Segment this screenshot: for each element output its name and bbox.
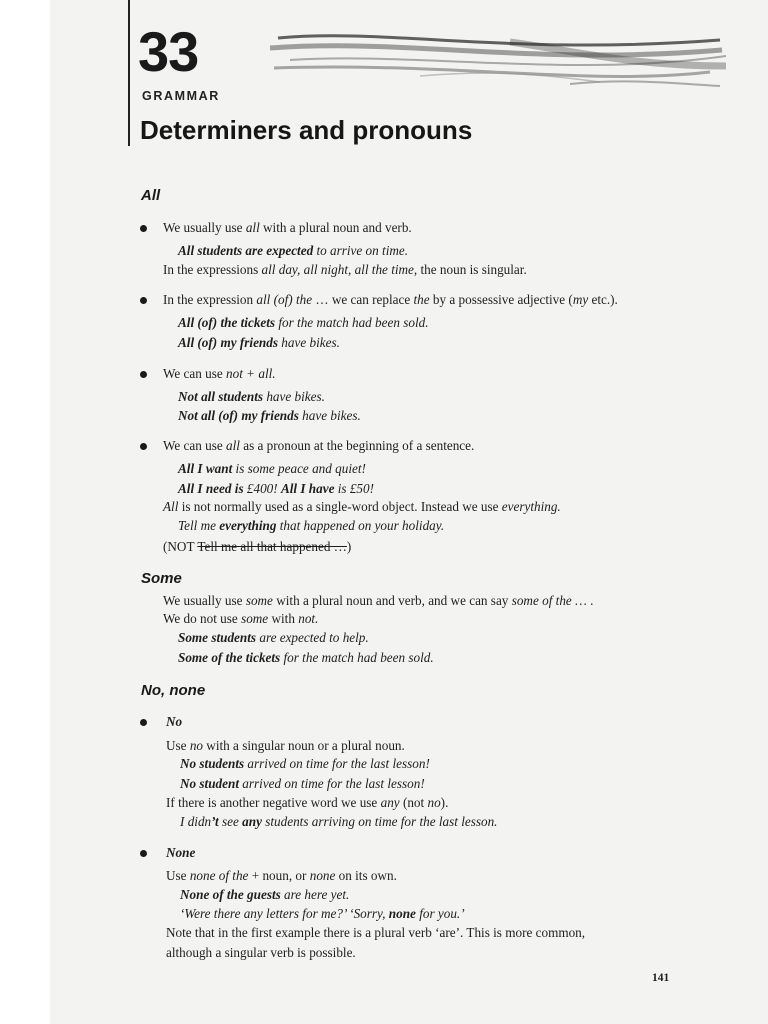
rule-line: In the expression all (of) the … we can replace the by a possessive adjective (my etc.). — [163, 292, 618, 307]
note-line: All is not normally used as a single-word object. Instead we use everything. — [163, 499, 561, 514]
example-line: ‘Were there any letters for me?’ ‘Sorry, none for you.’ — [180, 906, 465, 921]
unit-number: 33 — [138, 20, 199, 83]
example-line: Some students are expected to help. — [178, 630, 369, 645]
incorrect-example: (NOT Tell me all that happened …) — [163, 539, 352, 554]
example-line: All I need is £400! All I have is £50! — [178, 481, 374, 496]
subheading-none: None — [166, 845, 196, 860]
example-line: All (of) my friends have bikes. — [178, 335, 340, 350]
note-line: In the expressions all day, all night, all the time, the noun is singular. — [163, 262, 527, 277]
unit-title: Determiners and pronouns — [140, 115, 473, 145]
rule-line: If there is another negative word we use any (not no). — [166, 795, 449, 810]
example-line: All I want is some peace and quiet! — [178, 461, 366, 476]
rule-line: We usually use all with a plural noun and verb. — [163, 220, 412, 235]
bullet — [140, 443, 147, 450]
example-line: Not all (of) my friends have bikes. — [178, 408, 361, 423]
example-line: All (of) the tickets for the match had been sold. — [178, 315, 429, 330]
example-line: No students arrived on time for the last lesson! — [180, 756, 430, 771]
page-number: 141 — [652, 972, 670, 984]
rule-line: We usually use some with a plural noun and verb, and we can say some of the … . — [163, 593, 594, 608]
heading-some: Some — [141, 570, 182, 587]
bullet — [140, 850, 147, 857]
bullet — [140, 297, 147, 304]
bullet — [140, 719, 147, 726]
rule-line: Use no with a singular noun or a plural noun. — [166, 738, 405, 753]
rule-line: We do not use some with not. — [163, 611, 319, 626]
rule-line: Use none of the + noun, or none on its own. — [166, 868, 397, 883]
example-line: Some of the tickets for the match had been sold. — [178, 650, 434, 665]
heading-all: All — [141, 187, 161, 204]
bullet — [140, 225, 147, 232]
rule-line: We can use not + all. — [163, 366, 276, 381]
example-line: No student arrived on time for the last lesson! — [180, 776, 425, 791]
rule-line: We can use all as a pronoun at the beginning of a sentence. — [163, 438, 475, 453]
bullet — [140, 371, 147, 378]
heading-no-none: No, none — [141, 682, 206, 699]
section-label: GRAMMAR — [142, 89, 220, 103]
example-line: I didn’t see any students arriving on time for the last lesson. — [180, 814, 498, 829]
example-line: Not all students have bikes. — [178, 389, 325, 404]
example-line: Tell me everything that happened on your holiday. — [178, 518, 445, 533]
note-line: Note that in the first example there is a plural verb ‘are’. This is more common, — [166, 925, 586, 940]
example-line: All students are expected to arrive on time. — [178, 243, 409, 258]
subheading-no: No — [166, 714, 183, 729]
example-line: None of the guests are here yet. — [180, 887, 350, 902]
note-line: although a singular verb is possible. — [166, 945, 356, 960]
